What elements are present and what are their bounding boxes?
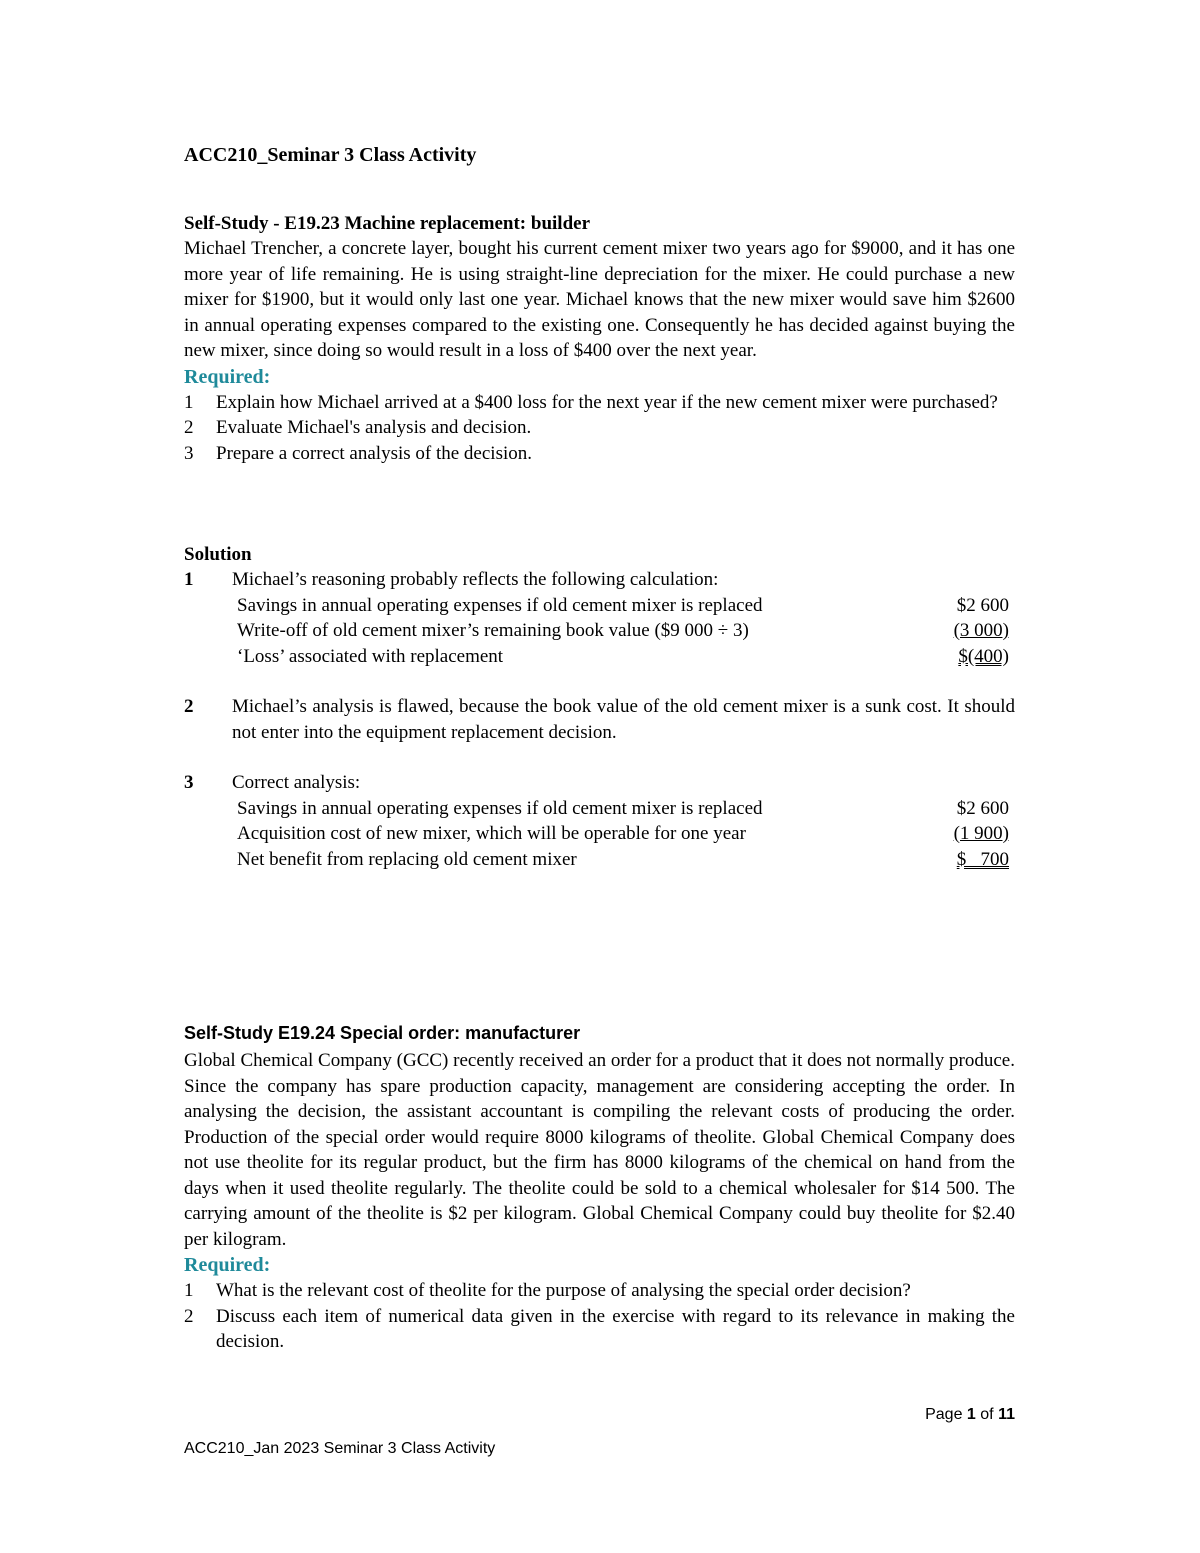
total-pages: 11	[998, 1406, 1015, 1423]
list-text: Explain how Michael arrived at a $400 loss for the next year if the new cement mixer were purchased?	[216, 391, 998, 413]
exercise-e1923	[184, 211, 1015, 466]
calc-amount: $2 600	[956, 797, 1009, 819]
calc-row	[237, 821, 1015, 847]
required-heading: Required:	[184, 365, 271, 388]
calculation-table	[237, 796, 1015, 873]
exercise-description: Michael Trencher, a concrete layer, bought his current cement mixer two years ago for $9000, and it has one more year of life remaining. He is using straight-line depreciation for the mixer. He could purchase a new mixer for $1900, but it would only last one year. Michael knows that the new mixer would save him $2600 in annual operating expenses compared to the existing one. Consequently he has decided against buying the new mixer, since doing so would result in a loss of $400 over the next year.	[184, 238, 1015, 361]
calc-label: ‘Loss’ associated with replacement	[237, 645, 504, 667]
exercise-heading: Self-Study - E19.23 Machine replacement: builder	[184, 213, 591, 234]
solution-item-2	[184, 694, 1015, 745]
solution-number: 2	[184, 696, 194, 717]
required-list	[184, 390, 1015, 467]
list-item	[184, 441, 1015, 467]
list-item	[184, 415, 1015, 441]
solution-heading: Solution	[184, 544, 252, 565]
solution-section	[184, 542, 1015, 872]
document-title: ACC210_Seminar 3 Class Activity	[184, 144, 477, 166]
solution-item-1	[184, 567, 1015, 593]
exercise-heading: Self-Study E19.24 Special order: manufacturer	[184, 1023, 581, 1043]
solution-item-3	[184, 770, 1015, 796]
calc-label: Savings in annual operating expenses if old cement mixer is replaced	[237, 594, 763, 616]
calc-label: Acquisition cost of new mixer, which will be operable for one year	[237, 823, 746, 844]
list-number: 1	[184, 391, 194, 413]
list-text: What is the relevant cost of theolite for the purpose of analysing the special order decision?	[216, 1280, 911, 1301]
list-text: Discuss each item of numerical data given in the exercise with regard to its relevance in making the decision.	[216, 1305, 1015, 1352]
list-item	[184, 1278, 1015, 1304]
calc-amount: $(400)	[958, 645, 1009, 667]
solution-number: 1	[184, 569, 194, 590]
list-number: 2	[184, 1305, 194, 1327]
current-page: 1	[966, 1406, 976, 1423]
list-item	[184, 390, 1015, 416]
solution-text: Michael’s analysis is flawed, because the book value of the old cement mixer is a sunk cost. It should not enter into the equipment replacement decision.	[232, 696, 1015, 743]
page-number	[925, 1406, 1015, 1424]
list-number: 2	[184, 417, 194, 438]
calc-label: Savings in annual operating expenses if old cement mixer is replaced	[237, 797, 763, 819]
calc-amount: (3 000)	[953, 620, 1009, 641]
list-item	[184, 1304, 1015, 1355]
page-word: Page	[925, 1406, 963, 1423]
calc-label: Write-off of old cement mixer’s remaining book value ($9 000 ÷ 3)	[237, 620, 749, 641]
required-list	[184, 1278, 1015, 1355]
list-text: Evaluate Michael's analysis and decision.	[216, 417, 532, 438]
exercise-e1924	[184, 1021, 1015, 1355]
of-word: of	[980, 1406, 994, 1423]
list-text: Prepare a correct analysis of the decision.	[216, 442, 533, 464]
required-heading: Required:	[184, 1254, 271, 1276]
calc-row	[237, 644, 1015, 670]
list-number: 3	[184, 442, 194, 464]
calc-row	[237, 847, 1015, 873]
exercise-description: Global Chemical Company (GCC) recently received an order for a product that it does not normally produce. Since the company has spare production capacity, management are considering accepting the order. In analysing the decision, the assistant accountant is compiling the relevant costs of producing the order. Production of the special order would require 8000 kilograms of theolite. Global Chemical Company does not use theolite for its regular product, but the firm has 8000 kilograms of the chemical on hand from the days when it used theolite regularly. The theolite could be sold to a chemical wholesaler for $14 500. The carrying amount of the theolite is $2 per kilogram. Global Chemical Company could buy theolite for $2.40 per kilogram.	[184, 1050, 1015, 1250]
solution-number: 3	[184, 772, 194, 793]
calc-amount: (1 900)	[953, 823, 1009, 844]
calc-amount: $ 700	[956, 848, 1009, 870]
solution-text: Correct analysis:	[232, 772, 361, 793]
solution-text: Michael’s reasoning probably reflects the following calculation:	[232, 569, 719, 590]
calc-row	[237, 796, 1015, 822]
calc-row	[237, 593, 1015, 619]
calc-row	[237, 618, 1015, 644]
calculation-table	[237, 593, 1015, 670]
calc-label: Net benefit from replacing old cement mixer	[237, 848, 577, 870]
footer-document-label: ACC210_Jan 2023 Seminar 3 Class Activity	[184, 1440, 496, 1457]
calc-amount: $2 600	[956, 594, 1009, 616]
list-number: 1	[184, 1280, 194, 1301]
